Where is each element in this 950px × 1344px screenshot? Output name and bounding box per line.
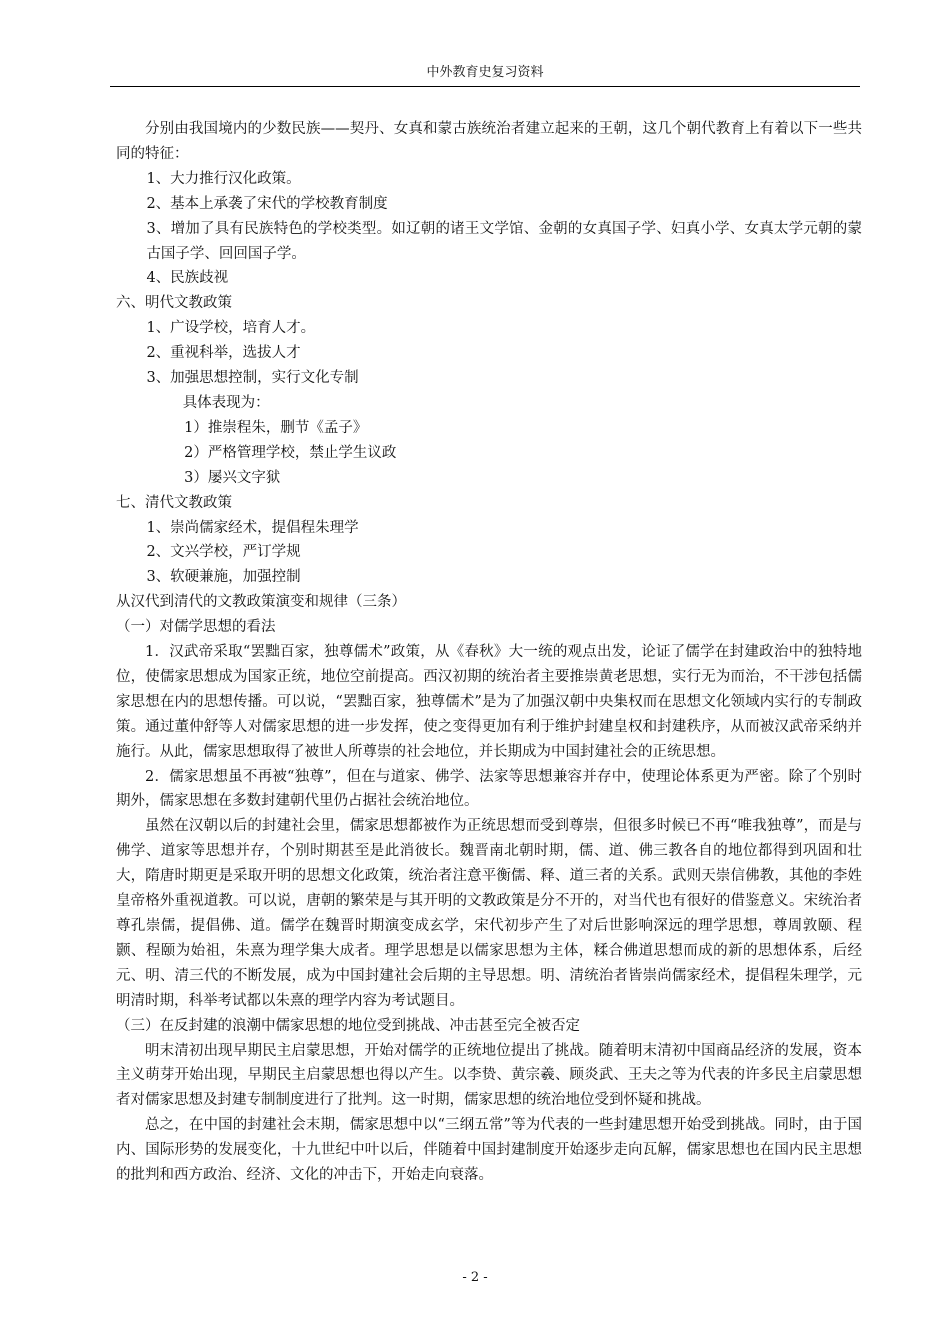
sub-list-heading: 具体表现为： bbox=[182, 394, 270, 411]
list-item: 3、软硬兼施，加强控制 bbox=[146, 569, 301, 586]
list-item: 2、文兴学校，严订学规 bbox=[146, 544, 301, 561]
list-item: 3、加强思想控制，实行文化专制 bbox=[146, 370, 359, 387]
list-item: 3、增加了具有民族特色的学校类型。如辽朝的诸王文学馆、金朝的女真国子学、妇真小学、女真太学元朝的蒙古国子学、回回国子学。 bbox=[146, 220, 862, 262]
header-divider bbox=[110, 86, 860, 87]
list-item: 2、基本上承袭了宋代的学校教育制度 bbox=[146, 195, 388, 212]
part-heading-3: （三）在反封建的浪潮中儒家思想的地位受到挑战、冲击甚至完全被否定 bbox=[116, 1017, 580, 1034]
intro-paragraph: 分别由我国境内的少数民族——契丹、女真和蒙古族统治者建立起来的王朝，这几个朝代教育上有着以下一些共同的特征： bbox=[116, 121, 862, 162]
part-heading-1: （一）对儒学思想的看法 bbox=[116, 619, 276, 636]
list-item: 4、民族歧视 bbox=[146, 270, 229, 287]
list-item: 1、崇尚儒家经术，提倡程朱理学 bbox=[146, 519, 359, 536]
list-item: 1、广设学校，培育人才。 bbox=[146, 320, 316, 337]
paragraph: 虽然在汉朝以后的封建社会里，儒家思想都被作为正统思想而受到尊崇，但很多时候已不再“唯我独尊”，而是与佛学、道家等思想并存，个别时期甚至是此消彼长。魏晋南北朝时期，儒、道、佛三教各自的地位都得到巩固和壮大，隋唐时期更是采取开明的思想文化政策，统治者注意平衡儒、释、道三者的关系。武则天崇信佛教，其他的李姓皇帝格外重视道教。可以说，唐朝的繁荣是与其开明的文教政策是分不开的，对当代也有很好的借鉴意义。宋统治者尊孔崇儒，提倡佛、道。儒学在魏晋时期演变成玄学，宋代初步产生了对后世影响深远的理学思想，尊周敦颐、程颢、程颐为始祖，朱熹为理学集大成者。理学思想是以儒家思想为主体，糅合佛道思想而成的新的思想体系，后经元、明、清三代的不断发展，成为中国封建社会后期的主导思想。明、清统治者皆崇尚儒家经术，提倡程朱理学，元明清时期，科举考试都以朱熹的理学内容为考试题目。 bbox=[116, 818, 862, 1009]
sub-list-item: 3）屡兴文字狱 bbox=[184, 469, 281, 486]
page-header: 中外教育史复习资料 bbox=[426, 65, 544, 80]
paragraph: 2．儒家思想虽不再被“独尊”，但在与道家、佛学、法家等思想兼容并存中，使理论体系更为严密。除了个别时期外，儒家思想在多数封建朝代里仍占据社会统治地位。 bbox=[116, 768, 862, 810]
sub-list-item: 1）推崇程朱，删节《孟子》 bbox=[184, 419, 368, 436]
section-heading-ming: 六、明代文教政策 bbox=[116, 295, 232, 312]
paragraph: 1．汉武帝采取“罢黜百家，独尊儒术”政策，从《春秋》大一统的观点出发，论证了儒学在封建政治中的独特地位，使儒家思想成为国家正统，地位空前提高。西汉初期的统治者主要推崇黄老思想，实行无为而治，不干涉包括儒家思想在内的思想传播。可以说，“罢黜百家，独尊儒术”是为了加强汉朝中央集权而在思想文化领域内实行的专制政策。通过董仲舒等人对儒家思想的进一步发挥，使之变得更加有利于维护封建皇权和封建秩序，从而被汉武帝采纳并施行。从此，儒家思想取得了被世人所尊崇的社会地位，并长期成为中国封建社会的正统思想。 bbox=[116, 644, 862, 760]
paragraph: 总之，在中国的封建社会末期，儒家思想中以“三纲五常”等为代表的一些封建思想开始受到挑战。同时，由于国内、国际形势的发展变化，十九世纪中叶以后，伴随着中国封建制度开始逐步走向瓦解，儒家思想也在国内民主思想的批判和西方政治、经济、文化的冲击下，开始走向衰落。 bbox=[116, 1117, 862, 1184]
section-heading-qing: 七、清代文教政策 bbox=[116, 494, 232, 511]
page-number: - 2 - bbox=[462, 1270, 488, 1285]
evolution-heading: 从汉代到清代的文教政策演变和规律（三条） bbox=[116, 594, 406, 611]
paragraph: 明末清初出现早期民主启蒙思想，开始对儒学的正统地位提出了挑战。随着明末清初中国商品经济的发展，资本主义萌芽开始出现，早期民主启蒙思想也得以产生。以李贽、黄宗羲、顾炎武、王夫之等为代表的许多民主启蒙思想者对儒家思想及封建专制制度进行了批判。这一时期，儒家思想的统治地位受到怀疑和挑战。 bbox=[116, 1042, 862, 1109]
sub-list-item: 2）严格管理学校，禁止学生议政 bbox=[184, 444, 397, 461]
document-body bbox=[116, 117, 862, 1188]
list-item: 1、大力推行汉化政策。 bbox=[146, 170, 301, 187]
list-item: 2、重视科举，选拔人才 bbox=[146, 345, 301, 362]
